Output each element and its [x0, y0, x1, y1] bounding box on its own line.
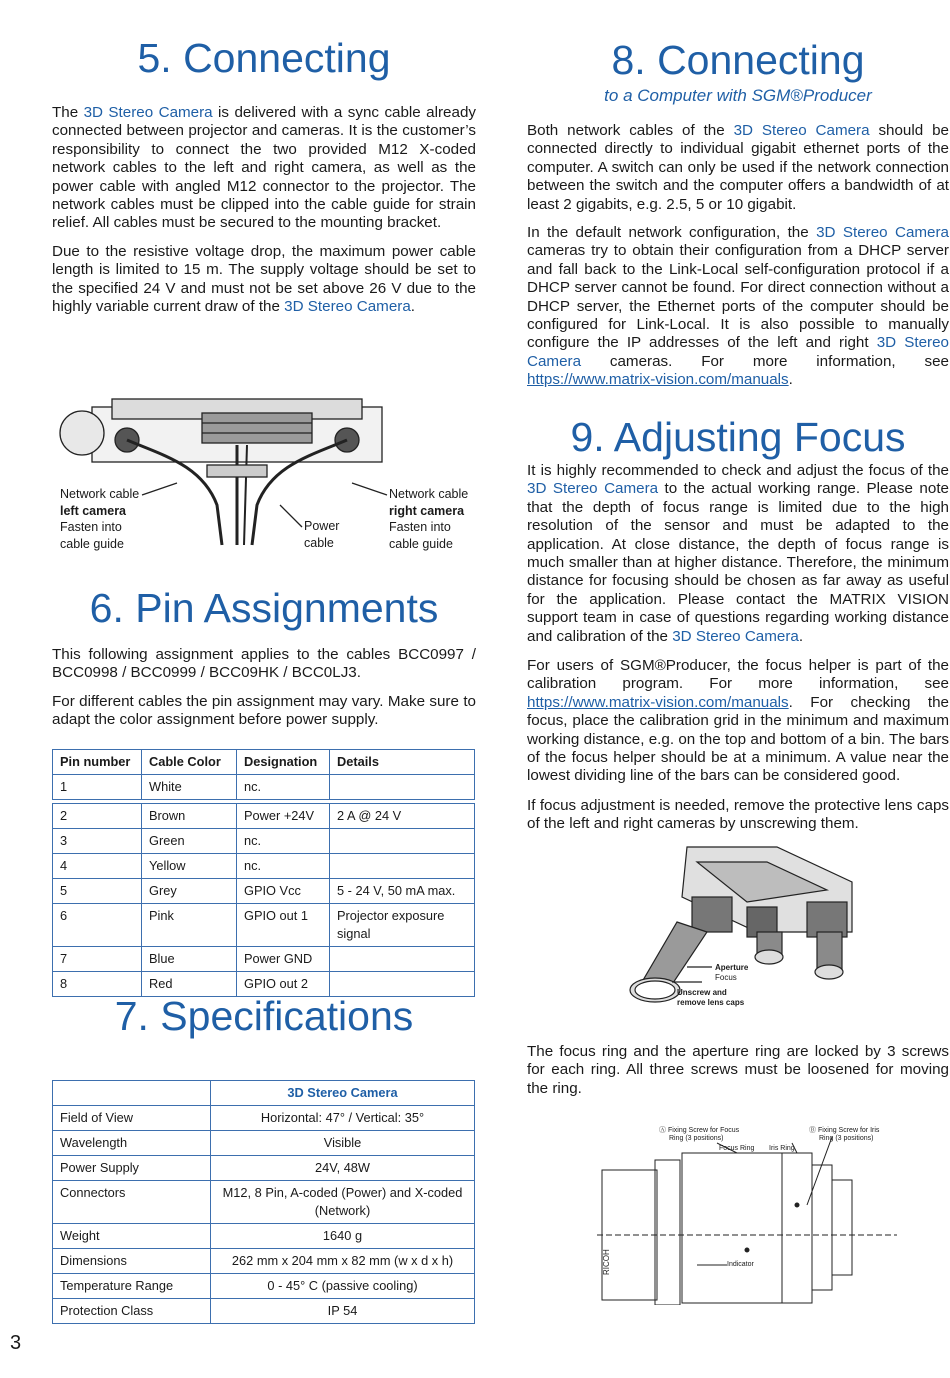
table-cell: 4: [53, 854, 142, 879]
manuals-link[interactable]: https://www.matrix-vision.com/manuals: [527, 371, 789, 389]
section-5-paragraph-2: Due to the resistive voltage drop, the maximum power cable length is limited to 15 m. The supply voltage should be set to the specified 24 V and must not be set above 26 V due to the highly variable current draw of the 3D Stereo Camera.: [52, 243, 476, 316]
spec-value: 1640 g: [211, 1224, 475, 1249]
table-cell: [330, 775, 475, 800]
table-cell: nc.: [237, 829, 330, 854]
fig-label-unscrew: Unscrew and remove lens caps: [677, 988, 745, 1007]
table-row: [53, 947, 475, 972]
spec-value: 0 - 45° C (passive cooling): [211, 1274, 475, 1299]
lens-cap-figure: [627, 842, 857, 1012]
specifications-table: [52, 1080, 475, 1324]
table-row: [53, 775, 475, 800]
table-header-row: [53, 750, 475, 775]
table-row: [53, 1274, 475, 1299]
column-header: Details: [330, 750, 475, 775]
fig-label-focus-ring: Focus Ring: [719, 1145, 755, 1152]
spec-value: Horizontal: 47° / Vertical: 35°: [211, 1106, 475, 1131]
section-5-title: 5. Connecting: [137, 35, 391, 81]
spec-value: 262 mm x 204 mm x 82 mm (w x d x h): [211, 1249, 475, 1274]
table-row: [53, 829, 475, 854]
pin-assignment-table: [52, 749, 475, 997]
product-name: 3D Stereo Camera: [527, 480, 659, 498]
spec-label: Protection Class: [53, 1299, 211, 1324]
product-name: 3D Stereo Camera: [733, 122, 870, 139]
cable-connection-figure: [52, 395, 476, 555]
section-8-subtitle: to a Computer with SGM®Producer: [604, 86, 872, 105]
spec-value: Visible: [211, 1131, 475, 1156]
column-header: Pin number: [53, 750, 142, 775]
spec-label: Dimensions: [53, 1249, 211, 1274]
table-cell: 2: [53, 804, 142, 829]
table-cell: 7: [53, 947, 142, 972]
table-row: [53, 1249, 475, 1274]
table-cell: Projector exposure signal: [330, 904, 475, 947]
table-cell: 8: [53, 972, 142, 997]
spec-label: Power Supply: [53, 1156, 211, 1181]
camera-perspective-drawing: [627, 842, 857, 1012]
table-cell: GPIO out 2: [237, 972, 330, 997]
table-cell: [330, 947, 475, 972]
section-9-paragraph-3: If focus adjustment is needed, remove the protective lens caps of the left and right cameras by unscrewing them.: [527, 797, 949, 833]
fig-label-iris-screw: Ⓑ Fixing Screw for Iris Ring (3 positions): [809, 1127, 880, 1142]
fig-label-aperture: Aperture Focus: [715, 963, 749, 982]
spec-label: Temperature Range: [53, 1274, 211, 1299]
lens-side-view-figure: [597, 1125, 897, 1305]
table-cell: nc.: [237, 854, 330, 879]
fig-label-power: Power cable: [304, 519, 340, 550]
section-6-title: 6. Pin Assignments: [89, 585, 439, 631]
table-cell: [330, 854, 475, 879]
spec-label: Wavelength: [53, 1131, 211, 1156]
spec-label: Connectors: [53, 1181, 211, 1224]
page-number: 3: [10, 1332, 22, 1354]
section-9-paragraph-2: For users of SGM®Producer, the focus helper is part of the calibration program. For more information, see https://www.matrix-vision.com/manuals. For checking the focus, place the calibration grid in the minimum and maximum working distance, e.g. on the top and bottom of a bin. The bars of the focus helper should be at a minimum. A value near the lowest dividing line of the bars can be considered good.: [527, 657, 949, 785]
product-name: 3D Stereo Camera: [83, 104, 213, 121]
manuals-link[interactable]: https://www.matrix-vision.com/manuals: [527, 693, 789, 711]
section-8-paragraph-1: Both network cables of the 3D Stereo Camera should be connected directly to individual gigabit ethernet ports of the computer. A switch can only be used if the network connection between the switch and the computer offers a bandwidth of at least 2 gigabits, e.g. 2.5, 5 or 10 gigabit.: [527, 122, 949, 213]
fig-label-iris-ring: Iris Ring: [769, 1145, 795, 1152]
table-row: [53, 1181, 475, 1224]
section-9-paragraph-1: It is highly recommended to check and adjust the focus of the 3D Stereo Camera to the actual working range. Please note that the depth of focus range is limited due to the high resolution of the sensor and must be adapted to the application. At close distance, the depth of focus range is much smaller than at higher distance. Therefore, the minimum distance for focusing should be chosen as far away as useful for the application. Please contact the MATRIX VISION support team in case of questions regarding working distance and calibration of the 3D Stereo Camera.: [527, 462, 949, 645]
spec-label: Weight: [53, 1224, 211, 1249]
section-9-title: 9. Adjusting Focus: [570, 414, 906, 460]
column-header: [53, 1081, 211, 1106]
fig-label-left: Network cable left camera Fasten into cable guide: [60, 487, 140, 551]
section-9-paragraph-4: The focus ring and the aperture ring are locked by 3 screws for each ring. All three screws must be loosened for moving the ring.: [527, 1043, 949, 1097]
table-row: [53, 1224, 475, 1249]
table-cell: Yellow: [142, 854, 237, 879]
table-cell: 6: [53, 904, 142, 947]
column-header: 3D Stereo Camera: [211, 1081, 475, 1106]
spec-value: M12, 8 Pin, A-coded (Power) and X-coded (Network): [211, 1181, 475, 1224]
table-row: [53, 879, 475, 904]
fig-label-focus-screw: Ⓐ Fixing Screw for Focus Ring (3 positions): [659, 1127, 740, 1142]
section-7-title: 7. Specifications: [114, 993, 414, 1039]
table-cell: White: [142, 775, 237, 800]
table-row: [53, 1156, 475, 1181]
table-row: [53, 854, 475, 879]
section-6-paragraph-1: This following assignment applies to the cables BCC0997 / BCC0998 / BCC0999 / BCC09HK / BCC0LJ3.: [52, 646, 476, 682]
product-name: 3D Stereo Camera: [527, 334, 949, 370]
product-name: 3D Stereo Camera: [816, 224, 949, 241]
lens-brand-text: RICOH: [602, 1249, 611, 1275]
table-row: [53, 1106, 475, 1131]
table-row: [53, 904, 475, 947]
lens-side-drawing: [597, 1125, 897, 1305]
table-cell: Blue: [142, 947, 237, 972]
spec-value: 24V, 48W: [211, 1156, 475, 1181]
table-row: [53, 804, 475, 829]
table-cell: Grey: [142, 879, 237, 904]
table-cell: Green: [142, 829, 237, 854]
table-header-row: [53, 1081, 475, 1106]
table-row: [53, 1299, 475, 1324]
section-8-title: 8. Connecting: [611, 37, 865, 83]
table-cell: Power +24V: [237, 804, 330, 829]
table-cell: GPIO Vcc: [237, 879, 330, 904]
product-name: 3D Stereo Camera: [672, 627, 799, 645]
section-6-paragraph-2: For different cables the pin assignment may vary. Make sure to adapt the color assignment before power supply.: [52, 693, 476, 729]
spec-value: IP 54: [211, 1299, 475, 1324]
product-name: 3D Stereo Camera: [284, 298, 411, 316]
fig-label-right: Network cable right camera Fasten into cable guide: [389, 487, 469, 551]
table-cell: [330, 829, 475, 854]
table-row: [53, 1131, 475, 1156]
table-cell: 3: [53, 829, 142, 854]
column-header: Designation: [237, 750, 330, 775]
table-cell: 5 - 24 V, 50 mA max.: [330, 879, 475, 904]
table-cell: 2 A @ 24 V: [330, 804, 475, 829]
spec-label: Field of View: [53, 1106, 211, 1131]
section-8-paragraph-2: In the default network configuration, the 3D Stereo Camera cameras try to obtain their configuration from a DHCP server and fall back to the Link-Local self-configuration protocol if a DHCP server cannot be found. For direct connection without a DHCP server, the Ethernet ports of the computer should be configured for Link-Local. It is also possible to manually configure the IP addresses of the left and right 3D Stereo Camera cameras. For more information, see https://www.matrix-vision.com/manuals.: [527, 224, 949, 389]
table-cell: Pink: [142, 904, 237, 947]
table-cell: Power GND: [237, 947, 330, 972]
table-cell: 5: [53, 879, 142, 904]
table-cell: Brown: [142, 804, 237, 829]
table-cell: nc.: [237, 775, 330, 800]
fig-label-indicator: Indicator: [727, 1261, 754, 1268]
table-cell: GPIO out 1: [237, 904, 330, 947]
section-5-paragraph-1: The 3D Stereo Camera is delivered with a sync cable already connected between projector and cameras. It is the customer’s responsibility to connect the two provided M12 X-coded network cables to the left and right camera, as well as the power cable with angled M12 connector to the projector. The network cables must be clipped into the cable guide for strain relief. All cables must be secured to the mounting bracket.: [52, 104, 476, 232]
table-cell: Red: [142, 972, 237, 997]
table-cell: 1: [53, 775, 142, 800]
column-header: Cable Color: [142, 750, 237, 775]
